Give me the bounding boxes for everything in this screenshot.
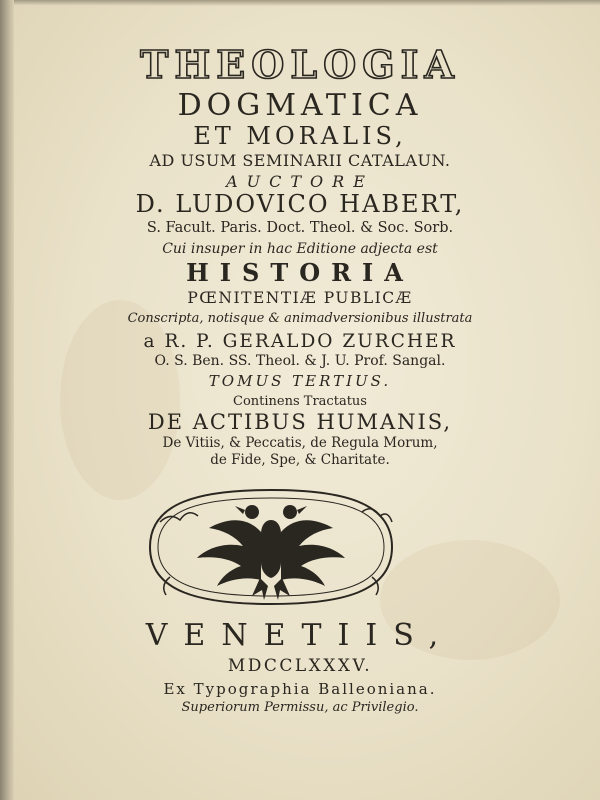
- editor-credentials: O. S. Ben. SS. Theol. & J. U. Prof. Sangal.: [154, 353, 446, 369]
- volume-label: TOMUS TERTIUS.: [208, 372, 392, 390]
- imprint-year: MDCCLXXXV.: [227, 656, 373, 676]
- contents-intro: Continens Tractatus: [233, 394, 367, 409]
- author-credentials: S. Facult. Paris. Doct. Theol. & Soc. Sorb.: [146, 220, 454, 236]
- imprint-permission: Superiorum Permissu, ac Privilegio.: [181, 700, 419, 715]
- title-theologia: THEOLOGIA: [140, 42, 460, 87]
- title-dogmatica: DOGMATICA: [177, 88, 423, 123]
- double-headed-eagle-icon: [140, 482, 402, 612]
- page-top-edge: [0, 0, 600, 6]
- edition-note: Cui insuper in hac Editione adjecta est: [162, 241, 438, 257]
- editor-name: a R. P. GERALDO ZURCHER: [143, 331, 457, 352]
- historia-description: Conscripta, notisque & animadversionibus illustrata: [127, 311, 473, 326]
- historia-subject: PŒNITENTIÆ PUBLICÆ: [187, 289, 413, 307]
- contents-line-2: de Fide, Spe, & Charitate.: [210, 452, 390, 468]
- author-name: D. LUDOVICO HABERT,: [135, 190, 465, 218]
- title-et-moralis: ET MORALIS,: [193, 122, 407, 150]
- imprint-printer: Ex Typographia Balleoniana.: [163, 680, 437, 698]
- imprint-city: VENETIIS,: [145, 618, 455, 653]
- auctore-label: AUCTORE: [226, 172, 374, 191]
- historia-heading: HISTORIA: [186, 258, 414, 287]
- contents-heading: DE ACTIBUS HUMANIS,: [147, 410, 453, 434]
- contents-line-1: De Vitiis, & Peccatis, de Regula Morum,: [162, 435, 438, 451]
- subtitle-usage: AD USUM SEMINARII CATALAUN.: [149, 151, 451, 170]
